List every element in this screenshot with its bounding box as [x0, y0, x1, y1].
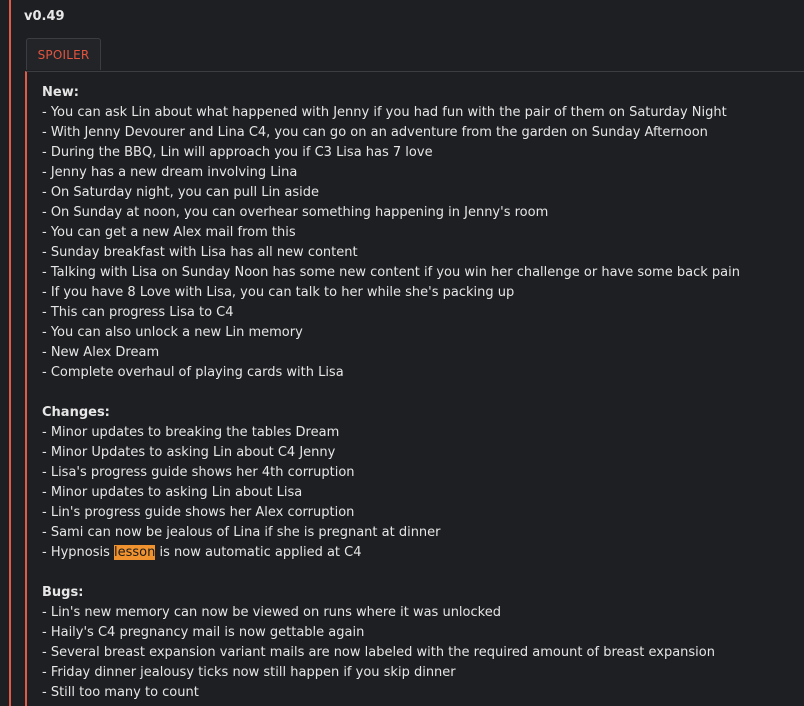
- list-item: - You can ask Lin about what happened with Jenny if you had fun with the pair of them on Saturday Night: [42, 105, 727, 120]
- section-heading-new: New:: [42, 85, 79, 100]
- item-suffix: is now automatic applied at C4: [155, 545, 362, 560]
- spoiler-toggle-button[interactable]: SPOILER: [26, 38, 101, 70]
- list-item: - You can get a new Alex mail from this: [42, 225, 296, 240]
- quote-rail: [9, 0, 11, 706]
- list-item: - Minor updates to breaking the tables Dream: [42, 425, 340, 440]
- section-heading-bugs: Bugs:: [42, 585, 84, 600]
- version-title: v0.49: [24, 9, 65, 24]
- list-item-highlighted: [42, 543, 740, 563]
- list-item: - New Alex Dream: [42, 345, 160, 360]
- list-item: - On Saturday night, you can pull Lin aside: [42, 185, 320, 200]
- spacer: [42, 563, 740, 583]
- list-item: - This can progress Lisa to C4: [42, 305, 234, 320]
- item-prefix: - Hypnosis: [42, 545, 115, 560]
- list-item: - Talking with Lisa on Sunday Noon has some new content if you win her challenge or have some back pain: [42, 265, 740, 280]
- spacer: [42, 383, 740, 403]
- list-item: - If you have 8 Love with Lisa, you can talk to her while she's packing up: [42, 285, 515, 300]
- list-item: - Haily's C4 pregnancy mail is now gettable again: [42, 625, 365, 640]
- list-item: - Sami can now be jealous of Lina if she is pregnant at dinner: [42, 525, 441, 540]
- list-item: - Minor updates to asking Lin about Lisa: [42, 485, 303, 500]
- list-item: - On Sunday at noon, you can overhear something happening in Jenny's room: [42, 205, 549, 220]
- list-item: - With Jenny Devourer and Lina C4, you can go on an adventure from the garden on Sunday Afternoon: [42, 125, 708, 140]
- changelog: [42, 83, 740, 703]
- list-item: - Several breast expansion variant mails are now labeled with the required amount of breast expansion: [42, 645, 715, 660]
- search-highlight: lesson: [114, 545, 156, 560]
- list-item: - Jenny has a new dream involving Lina: [42, 165, 298, 180]
- list-item: - During the BBQ, Lin will approach you if C3 Lisa has 7 love: [42, 145, 433, 160]
- spoiler-content: [25, 71, 804, 706]
- list-item: - Lin's progress guide shows her Alex corruption: [42, 505, 355, 520]
- list-item: - You can also unlock a new Lin memory: [42, 325, 303, 340]
- list-item: - Friday dinner jealousy ticks now still happen if you skip dinner: [42, 665, 456, 680]
- list-item: - Minor Updates to asking Lin about C4 Jenny: [42, 445, 336, 460]
- list-item: - Complete overhaul of playing cards with Lisa: [42, 365, 344, 380]
- list-item: - Lisa's progress guide shows her 4th corruption: [42, 465, 355, 480]
- list-item: - Lin's new memory can now be viewed on runs where it was unlocked: [42, 605, 501, 620]
- list-item: - Sunday breakfast with Lisa has all new content: [42, 245, 358, 260]
- list-item: - Still too many to count: [42, 685, 199, 700]
- section-heading-changes: Changes:: [42, 405, 110, 420]
